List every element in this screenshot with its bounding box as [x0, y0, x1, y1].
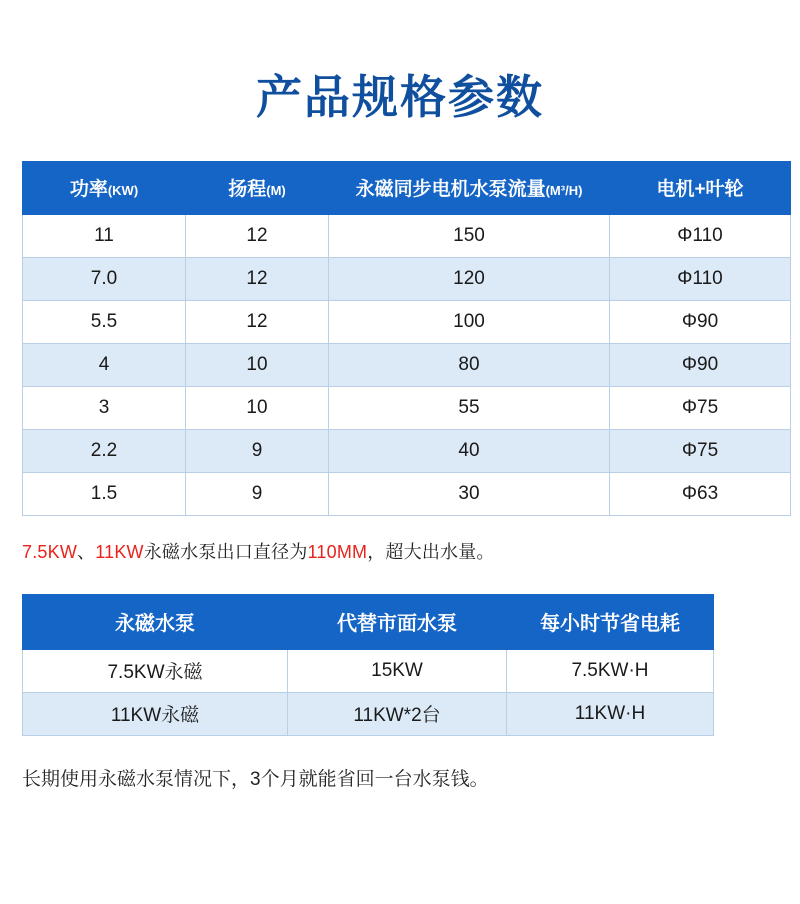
cell-motor: Φ63	[610, 472, 791, 515]
page-title: 产品规格参数	[256, 71, 544, 123]
cell-saving: 7.5KW·H	[507, 649, 714, 692]
header-power: 功率(KW)	[23, 161, 186, 214]
long-term-usage-note: 长期使用永磁水泵情况下，3个月就能省回一台水泵钱。	[22, 768, 489, 790]
cell-pump: 11KW永磁	[23, 692, 288, 735]
cell-saving: 11KW·H	[507, 692, 714, 735]
table-header-row	[23, 161, 791, 214]
cell-flow: 40	[329, 429, 610, 472]
header-head: 扬程(M)	[186, 161, 329, 214]
cell-power: 4	[23, 343, 186, 386]
spec-table-container	[22, 161, 778, 516]
cell-flow: 80	[329, 343, 610, 386]
cell-motor: Φ90	[610, 300, 791, 343]
table-row	[23, 386, 791, 429]
note-text-end: ，超大出水量。	[367, 541, 495, 562]
note-sep: 、	[77, 541, 96, 562]
outlet-diameter-note	[22, 538, 778, 564]
header-permanent-magnet-pump: 永磁水泵	[23, 594, 288, 649]
table-row	[23, 692, 714, 735]
table-row	[23, 472, 791, 515]
table-row	[23, 300, 791, 343]
cell-motor: Φ75	[610, 429, 791, 472]
cell-motor: Φ110	[610, 257, 791, 300]
cell-head: 12	[186, 300, 329, 343]
note-text-mid: 永磁水泵出口直径为	[143, 541, 308, 562]
cell-flow: 55	[329, 386, 610, 429]
cell-replace: 11KW*2台	[288, 692, 507, 735]
table-row	[23, 257, 791, 300]
cell-head: 9	[186, 429, 329, 472]
cell-head: 9	[186, 472, 329, 515]
cell-power: 11	[23, 214, 186, 257]
cell-power: 1.5	[23, 472, 186, 515]
cell-flow: 150	[329, 214, 610, 257]
saving-table-body	[23, 649, 714, 735]
saving-table-container	[22, 594, 778, 736]
note-highlight-110mm: 110MM	[307, 541, 368, 562]
cell-power: 7.0	[23, 257, 186, 300]
cell-head: 10	[186, 343, 329, 386]
table-row	[23, 649, 714, 692]
cell-pump: 7.5KW永磁	[23, 649, 288, 692]
cell-power: 3	[23, 386, 186, 429]
cell-flow: 120	[329, 257, 610, 300]
cell-power: 2.2	[23, 429, 186, 472]
header-flow: 永磁同步电机水泵流量(M³/H)	[329, 161, 610, 214]
saving-table-header	[23, 594, 714, 649]
table-header-row	[23, 594, 714, 649]
note-highlight-75kw: 7.5KW	[22, 541, 78, 562]
spec-table	[22, 161, 791, 516]
header-replaced-pump: 代替市面水泵	[288, 594, 507, 649]
cell-head: 12	[186, 214, 329, 257]
cell-power: 5.5	[23, 300, 186, 343]
table-row	[23, 429, 791, 472]
cell-flow: 30	[329, 472, 610, 515]
table-row	[23, 343, 791, 386]
table-row	[23, 214, 791, 257]
cell-motor: Φ110	[610, 214, 791, 257]
cell-flow: 100	[329, 300, 610, 343]
saving-table	[22, 594, 714, 736]
cell-replace: 15KW	[288, 649, 507, 692]
spec-table-header	[23, 161, 791, 214]
header-motor-impeller: 电机+叶轮	[610, 161, 791, 214]
cell-head: 10	[186, 386, 329, 429]
cell-motor: Φ90	[610, 343, 791, 386]
spec-table-body	[23, 214, 791, 515]
cell-head: 12	[186, 257, 329, 300]
header-hourly-saving: 每小时节省电耗	[507, 594, 714, 649]
cell-motor: Φ75	[610, 386, 791, 429]
note-highlight-11kw: 11KW	[95, 541, 144, 562]
